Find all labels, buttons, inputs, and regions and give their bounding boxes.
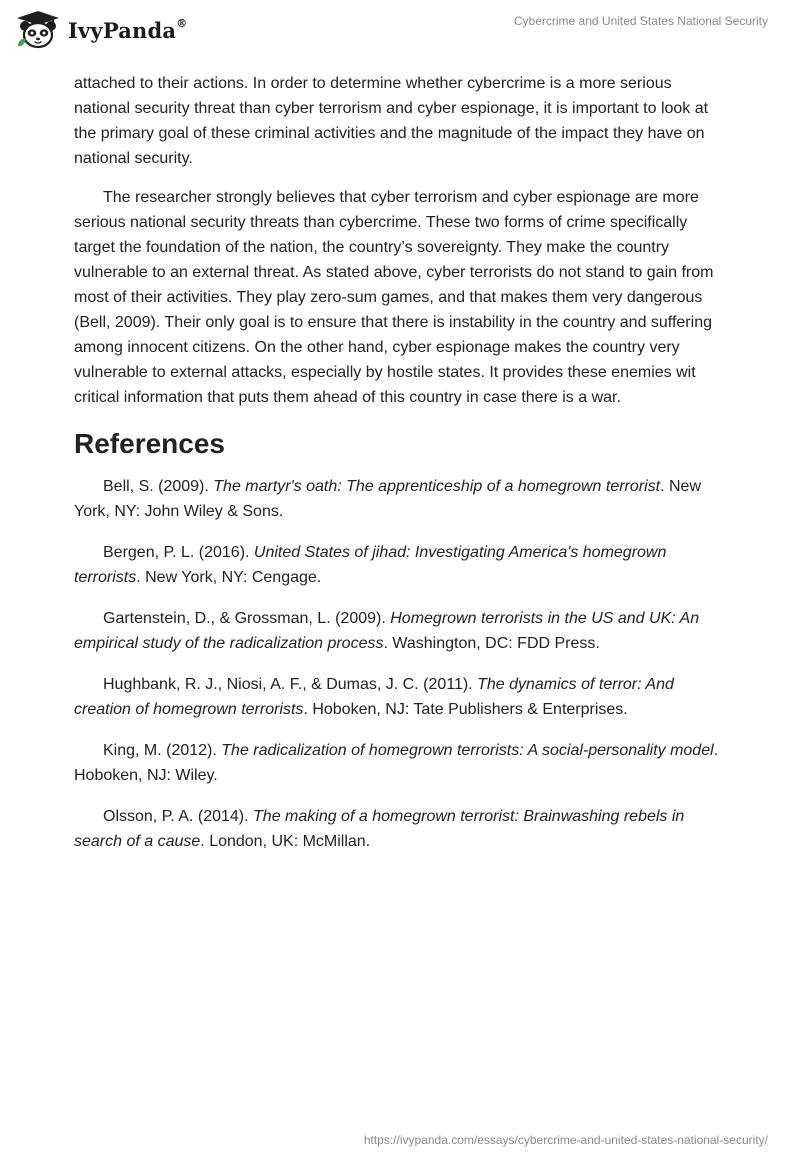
reference-list [74, 474, 730, 854]
essay-content [74, 71, 730, 870]
brand-logo[interactable] [14, 10, 187, 50]
reference-item: Hughbank, R. J., Niosi, A. F., & Dumas, J. C. (2011). The dynamics of terror: And creation of homegrown terrorists. Hoboken, NJ: Tate Publishers & Enterprises. [74, 676, 674, 718]
reference-item: Olsson, P. A. (2014). The making of a homegrown terrorist: Brainwashing rebels in search of a cause. London, UK: McMillan. [74, 808, 685, 850]
document-title: Cybercrime and United States National Security [513, 14, 768, 28]
reference-item: Gartenstein, D., & Grossman, L. (2009). Homegrown terrorists in the US and UK: An empirical study of the radicalization process. Washington, DC: FDD Press. [74, 610, 700, 652]
references-heading: References [74, 428, 225, 459]
body-paragraph: attached to their actions. In order to determine whether cybercrime is a more serious national security threat than cyber terrorism and cyber espionage, it is important to look at the primary goal of these criminal activities and the magnitude of the impact they have on national security. [74, 75, 709, 167]
source-url[interactable]: https://ivypanda.com/essays/cybercrime-and-united-states-national-security/ [363, 1133, 768, 1147]
page-header [0, 0, 800, 70]
reference-item: Bergen, P. L. (2016). United States of jihad: Investigating America's homegrown terrorists. New York, NY: Cengage. [74, 544, 667, 586]
reference-item: King, M. (2012). The radicalization of homegrown terrorists: A social-personality model. Hoboken, NJ: Wiley. [74, 742, 719, 784]
body-paragraph: The researcher strongly believes that cyber terrorism and cyber espionage are more serious national security threats than cybercrime. These two forms of crime specifically target the foundation of the nation, the country’s sovereignty. They make the country vulnerable to an external threat. As stated above, cyber terrorists do not stand to gain from most of their activities. They play zero-sum games, and that makes them very dangerous (Bell, 2009). Their only goal is to ensure that there is instability in the country and suffering among innocent citizens. On the other hand, cyber espionage makes the country very vulnerable to external attacks, especially by hostile states. It provides these enemies wit critical information that puts them ahead of this country in case there is a war. [74, 189, 714, 406]
panda-graduate-icon [14, 10, 62, 50]
brand-name: IvyPanda® [68, 16, 188, 43]
reference-item: Bell, S. (2009). The martyr's oath: The apprenticeship of a homegrown terrorist. New York, NY: John Wiley & Sons. [74, 478, 701, 520]
